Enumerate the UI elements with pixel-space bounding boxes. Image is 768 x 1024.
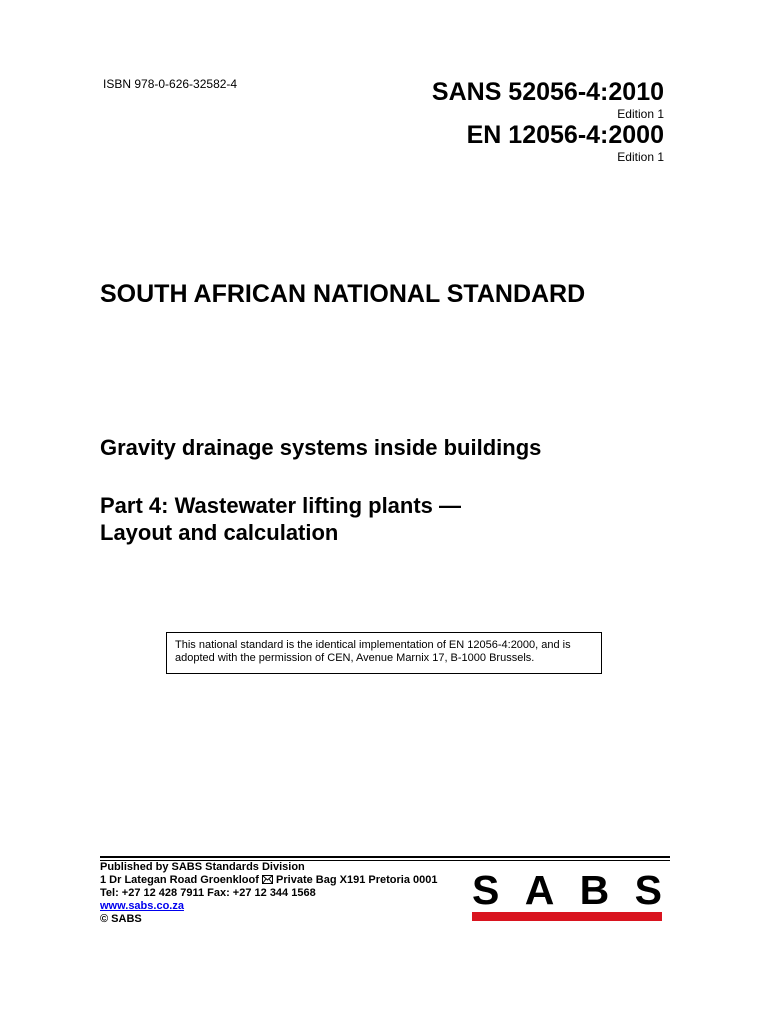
- national-standard-heading: SOUTH AFRICAN NATIONAL STANDARD: [100, 280, 586, 308]
- sabs-logo-wordmark: [472, 872, 662, 908]
- copyright-line: © SABS: [100, 913, 142, 925]
- published-by-line: Published by SABS Standards Division: [100, 861, 305, 873]
- sabs-logo-red-bar: [472, 912, 662, 921]
- publisher-info: [100, 861, 437, 926]
- phone-fax-line: Tel: +27 12 428 7911 Fax: +27 12 344 1568: [100, 887, 316, 899]
- notice-line-1: This national standard is the identical implementation of EN 12056-4:2000, and is: [175, 639, 571, 651]
- logo-letter: S: [472, 872, 500, 908]
- notice-line-2: adopted with the permission of CEN, Avenue Marnix 17, B-1000 Brussels.: [175, 652, 535, 664]
- part-title-line-2: Layout and calculation: [100, 520, 339, 545]
- implementation-notice-box: [166, 632, 602, 674]
- footer-divider-thick: [100, 856, 670, 858]
- en-standard-block: [467, 123, 664, 163]
- website-link[interactable]: www.sabs.co.za: [100, 900, 184, 912]
- document-part-title: [100, 492, 461, 546]
- street-address: 1 Dr Lategan Road Groenkloof: [100, 874, 259, 886]
- logo-letter: A: [524, 872, 555, 908]
- address-line: [100, 874, 437, 887]
- envelope-icon: [262, 875, 273, 884]
- part-title-line-1: Part 4: Wastewater lifting plants —: [100, 493, 462, 518]
- isbn-number: ISBN 978-0-626-32582-4: [103, 77, 238, 91]
- sans-edition: Edition 1: [617, 107, 664, 121]
- postal-address: Private Bag X191 Pretoria 0001: [276, 874, 438, 886]
- sans-standard-number: SANS 52056-4:2010: [431, 78, 664, 106]
- logo-letter: B: [579, 872, 610, 908]
- en-standard-number: EN 12056-4:2000: [466, 121, 664, 149]
- document-title: Gravity drainage systems inside buildings: [100, 435, 542, 460]
- logo-letter: S: [634, 872, 662, 908]
- sabs-logo: [472, 872, 662, 921]
- sans-standard-block: [432, 80, 664, 120]
- en-edition: Edition 1: [617, 150, 664, 164]
